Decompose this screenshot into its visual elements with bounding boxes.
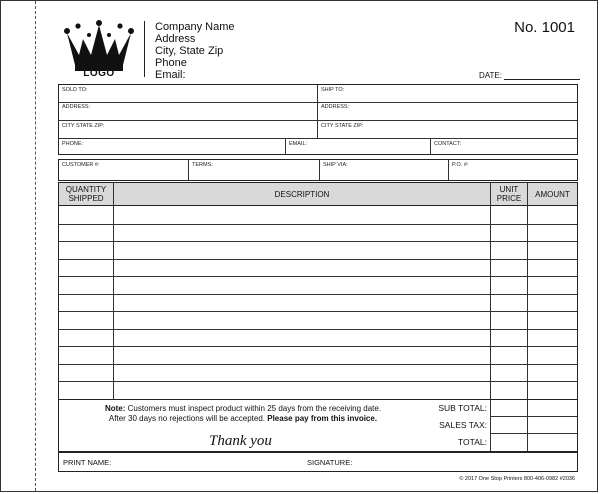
phone-field[interactable]: PHONE: — [62, 141, 84, 147]
crown-icon — [61, 19, 137, 71]
ship-via-field[interactable]: SHIP VIA: — [323, 162, 348, 168]
subtotal-label: SUB TOTAL: — [438, 403, 487, 413]
col-unit-price-header: UNIT PRICE — [496, 185, 522, 203]
sales-tax-label: SALES TAX: — [439, 420, 487, 430]
perforation-line — [35, 1, 36, 491]
logo — [61, 19, 137, 83]
table-row-line — [59, 259, 577, 260]
print-name-field[interactable]: PRINT NAME: — [63, 458, 112, 467]
date-line[interactable] — [504, 71, 580, 80]
header-divider — [144, 21, 145, 77]
note-line1: Customers must inspect product within 25 days from the receiving date. — [125, 404, 382, 413]
signature-block — [58, 452, 578, 472]
table-row-line — [59, 294, 577, 295]
order-info-block — [58, 159, 578, 181]
logo-text: LOGO — [83, 68, 115, 79]
copyright-text: © 2017 One Stop Printers 800-406-0982 #2036 — [459, 476, 575, 482]
table-row-line — [59, 329, 577, 330]
date-label: DATE: — [479, 71, 502, 80]
company-address: Address — [155, 33, 196, 45]
terms-field[interactable]: TERMS: — [192, 162, 213, 168]
table-row-line — [59, 276, 577, 277]
address-right-field[interactable]: ADDRESS: — [321, 104, 350, 110]
thank-you-text: Thank you — [209, 433, 272, 449]
note-line2-bold: Please pay from this invoice. — [267, 414, 378, 423]
po-number-field[interactable]: P.O. #: — [452, 162, 469, 168]
col-description-header: DESCRIPTION — [274, 189, 330, 199]
company-city: City, State Zip — [155, 45, 224, 57]
table-row-line — [59, 381, 577, 382]
sold-to-field[interactable]: SOLD TO: — [62, 87, 88, 93]
customer-number-field[interactable]: CUSTOMER #: — [62, 162, 100, 168]
note-label: Note: — [104, 404, 126, 413]
total-label: TOTAL: — [458, 437, 487, 447]
note-line2: After 30 days no rejections will be accepted. — [108, 414, 268, 423]
col-amount-header: AMOUNT — [535, 189, 570, 199]
table-header — [59, 183, 577, 206]
note-text — [63, 404, 423, 424]
contact-field[interactable]: CONTACT: — [434, 141, 462, 147]
city-right-field[interactable]: CITY STATE ZIP: — [321, 123, 364, 129]
signature-field[interactable]: SIGNATURE: — [307, 458, 353, 467]
company-phone: Phone — [155, 57, 187, 69]
address-block — [58, 84, 578, 155]
table-row-line — [59, 224, 577, 225]
table-row-line — [59, 346, 577, 347]
table-row-line — [59, 241, 577, 242]
city-left-field[interactable]: CITY STATE ZIP: — [62, 123, 105, 129]
ship-to-field[interactable]: SHIP TO: — [321, 87, 345, 93]
company-info — [155, 21, 234, 81]
table-row-line — [59, 311, 577, 312]
email-field[interactable]: EMAIL: — [289, 141, 308, 147]
company-name: Company Name — [155, 21, 235, 33]
date-field[interactable] — [479, 71, 580, 80]
company-email: Email: — [155, 69, 186, 81]
table-row-line — [59, 364, 577, 365]
invoice-number: No. 1001 — [514, 19, 575, 36]
address-left-field[interactable]: ADDRESS: — [62, 104, 91, 110]
col-quantity-header: QUANTITY SHIPPED — [65, 185, 107, 203]
